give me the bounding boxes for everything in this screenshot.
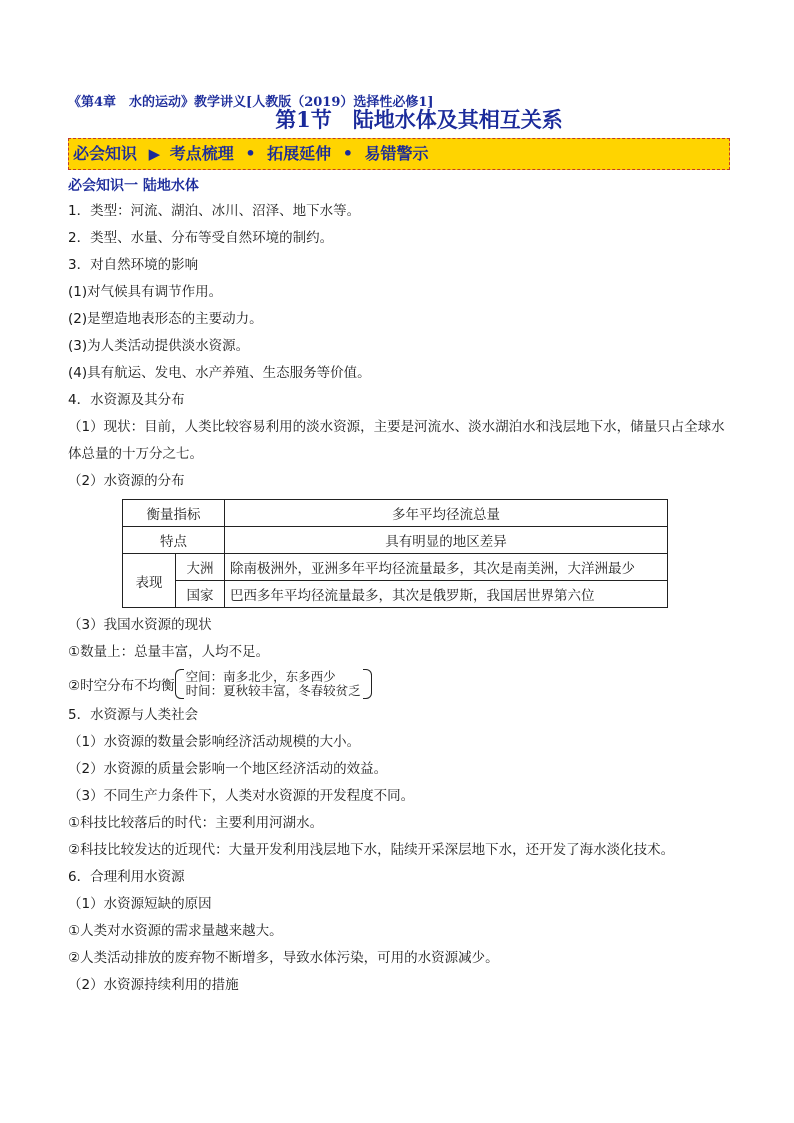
paragraph: (1)对气候具有调节作用。	[68, 284, 223, 300]
left-brace-icon	[175, 669, 184, 699]
table-cell: 衡量指标	[123, 500, 225, 527]
table-cell: 特点	[123, 527, 225, 554]
paragraph: 4．水资源及其分布	[68, 392, 185, 408]
section-heading: 必会知识一 陆地水体	[68, 178, 199, 194]
banner-separator: •	[245, 144, 256, 163]
paragraph: (3)为人类活动提供淡水资源。	[68, 338, 250, 354]
time-distribution: 时间：夏秋较丰富，冬春较贫乏	[185, 683, 361, 698]
table-row	[123, 554, 668, 581]
uneven-details	[186, 670, 361, 698]
table-row	[123, 581, 668, 608]
paragraph: （3）不同生产力条件下，人类对水资源的开发程度不同。	[68, 788, 415, 804]
paragraph: （2）水资源持续利用的措施	[68, 977, 239, 993]
banner-separator: •	[342, 144, 353, 163]
uneven-distribution	[68, 666, 730, 702]
water-resource-table	[122, 499, 668, 608]
table-cell: 具有明显的地区差异	[225, 527, 668, 554]
table-cell: 巴西多年平均径流量最多，其次是俄罗斯，我国居世界第六位	[225, 581, 668, 608]
chapter-header: 《第4章 水的运动》教学讲义[人教版（2019）选择性必修1]	[68, 95, 434, 110]
banner-item: 考点梳理	[169, 144, 234, 163]
banner-item: 拓展延伸	[267, 144, 332, 163]
paragraph: （1）现状：目前，人类比较容易利用的淡水资源，主要是河流水、淡水湖泊水和浅层地下水，储量只占全球水体总量的十万分之七。	[68, 419, 725, 462]
section-banner	[68, 138, 730, 170]
paragraph: （1）水资源的数量会影响经济活动规模的大小。	[68, 734, 361, 750]
table-cell: 除南极洲外，亚洲多年平均径流量最多，其次是南美洲，大洋洲最少	[225, 554, 668, 581]
table-cell: 多年平均径流总量	[225, 500, 668, 527]
paragraph: 1．类型：河流、湖泊、冰川、沼泽、地下水等。	[68, 203, 361, 219]
table-cell: 大洲	[176, 554, 225, 581]
document-page	[68, 92, 730, 999]
play-arrow-icon: ▶	[148, 145, 161, 163]
paragraph: ①人类对水资源的需求量越来越大。	[68, 923, 283, 939]
uneven-label: ②时空分布不均衡	[68, 678, 175, 694]
paragraph: 3．对自然环境的影响	[68, 257, 199, 273]
table-row	[123, 500, 668, 527]
paragraph: ①数量上：总量丰富，人均不足。	[68, 644, 270, 660]
paragraph: ②科技比较发达的近现代：大量开发利用浅层地下水，陆续开采深层地下水，还开发了海水淡化技术。	[68, 842, 675, 858]
paragraph: 5．水资源与人类社会	[68, 707, 199, 723]
paragraph: 2．类型、水量、分布等受自然环境的制约。	[68, 230, 334, 246]
paragraph: (4)具有航运、发电、水产养殖、生态服务等价值。	[68, 365, 371, 381]
paragraph: (2)是塑造地表形态的主要动力。	[68, 311, 263, 327]
paragraph: 6．合理利用水资源	[68, 869, 185, 885]
paragraph: ①科技比较落后的时代：主要利用河湖水。	[68, 815, 324, 831]
paragraph: （1）水资源短缺的原因	[68, 896, 212, 912]
banner-label: 必会知识	[73, 144, 138, 163]
banner-item: 易错警示	[364, 144, 429, 163]
table-row	[123, 527, 668, 554]
paragraph: （2）水资源的质量会影响一个地区经济活动的效益。	[68, 761, 388, 777]
right-brace-icon	[363, 669, 372, 699]
paragraph: （2）水资源的分布	[68, 473, 185, 489]
table-cell: 国家	[176, 581, 225, 608]
page-title: 第1节 陆地水体及其相互关系	[275, 107, 563, 132]
paragraph: （3）我国水资源的现状	[68, 617, 212, 633]
table-cell: 表现	[123, 554, 176, 608]
paragraph: ②人类活动排放的废弃物不断增多，导致水体污染，可用的水资源减少。	[68, 950, 499, 966]
space-distribution: 空间：南多北少，东多西少	[185, 669, 336, 684]
